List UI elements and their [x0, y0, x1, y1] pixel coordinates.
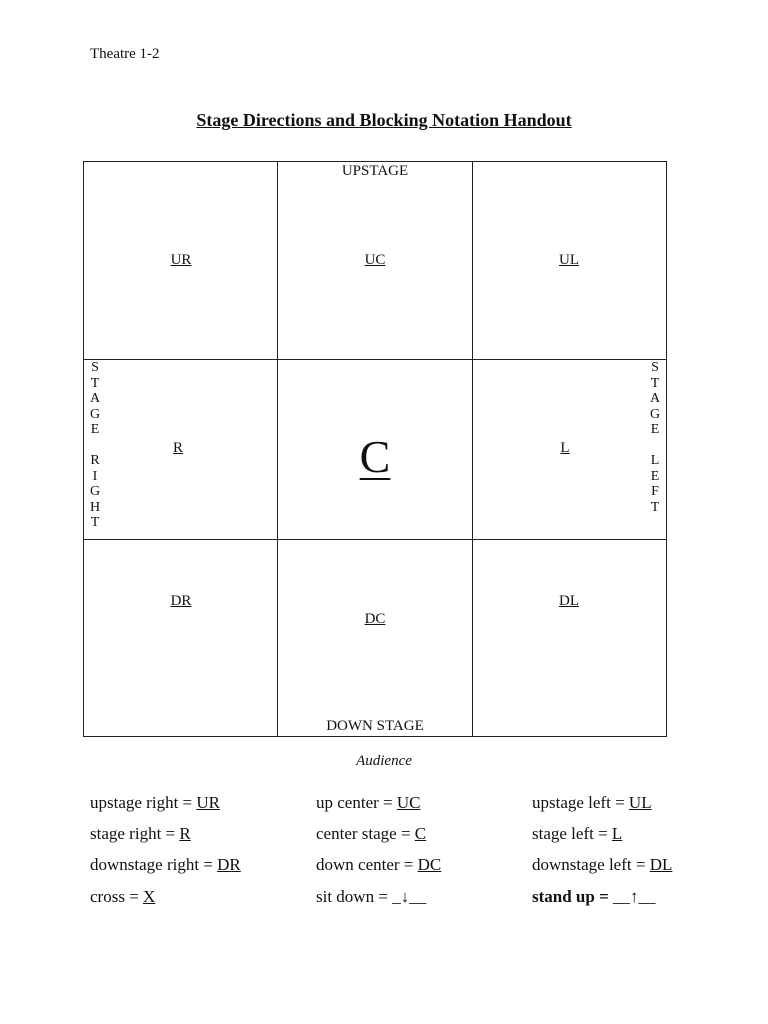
legend-item: sit down = _↓__ — [316, 887, 427, 906]
area-ul: UL — [559, 252, 579, 268]
course-name: Theatre 1-2 — [90, 46, 160, 62]
area-dl: DL — [559, 593, 579, 609]
area-r: R — [172, 440, 184, 456]
area-uc: UC — [364, 252, 386, 268]
legend-item: up center = UC — [316, 793, 421, 812]
stage-right-label: S T A G E R I G H T — [89, 360, 101, 530]
grid-divider — [84, 359, 666, 360]
grid-divider — [277, 162, 278, 736]
legend-item: upstage right = UR — [90, 793, 220, 812]
area-ur: UR — [170, 252, 192, 268]
legend-item: stage right = R — [90, 824, 191, 843]
area-dr: DR — [170, 593, 192, 609]
area-c: C — [359, 431, 391, 482]
legend-item: upstage left = UL — [532, 793, 652, 812]
grid-divider — [472, 162, 473, 736]
audience-label: Audience — [356, 753, 412, 769]
grid-divider — [84, 539, 666, 540]
area-dc: DC — [364, 611, 386, 627]
stage-grid — [83, 161, 667, 737]
legend-item: stand up = __↑__ — [532, 887, 656, 906]
legend-item: stage left = L — [532, 824, 623, 843]
legend-item: cross = X — [90, 887, 156, 906]
stage-left-label: S T A G E L E F T — [649, 360, 661, 515]
legend-item: down center = DC — [316, 855, 442, 874]
area-l: L — [560, 440, 570, 456]
upstage-label: UPSTAGE — [341, 163, 409, 179]
legend-item: downstage left = DL — [532, 855, 673, 874]
page-title: Stage Directions and Blocking Notation Handout — [196, 110, 572, 130]
downstage-label: DOWN STAGE — [326, 718, 424, 734]
legend-item: downstage right = DR — [90, 855, 241, 874]
legend-item: center stage = C — [316, 824, 427, 843]
